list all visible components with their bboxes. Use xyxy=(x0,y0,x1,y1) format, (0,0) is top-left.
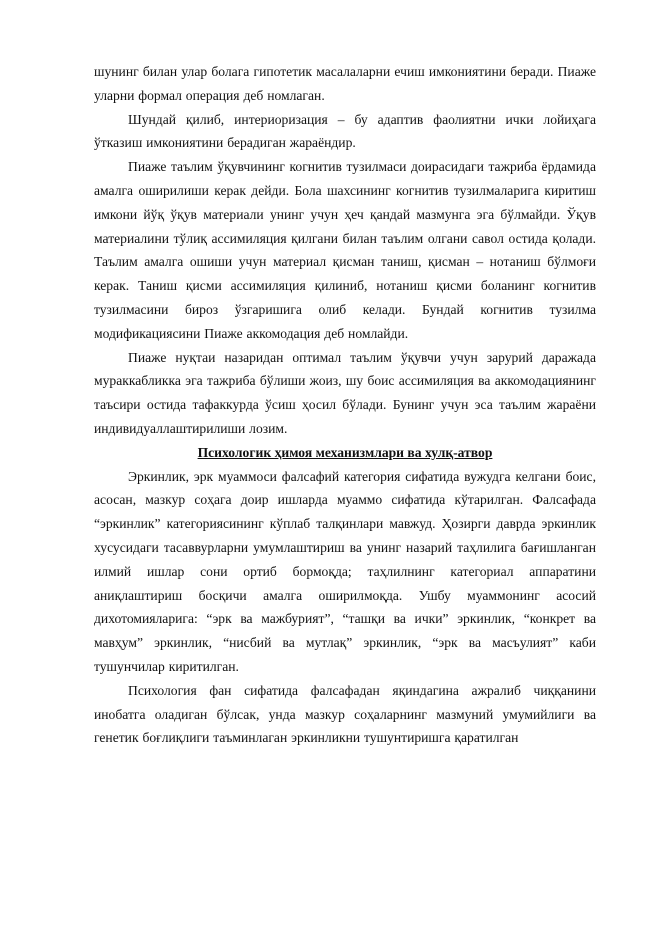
paragraph-4: Пиаже нуқтаи назаридан оптимал таълим ўқувчи учун зарурий даражада мураккабликка эга тажриба бўлиши жоиз, шу боис ассимиляция ва аккомодациянинг таъсири остида тафаккурда ўсиш ҳосил бўлади. Бунинг учун эса таълим жараёни индивидуаллаштирилиши лозим. xyxy=(94,349,596,436)
paragraph-5: Эркинлик, эрк муаммоси фалсафий категория сифатида вужудга келгани боис, асосан, мазкур соҳага доир ишларда муаммо сифатида кўтарилган. Фалсафада “эркинлик” категориясининг кўплаб талқинлари мавжуд. Ҳозирги даврда эркинлик хусусидаги тасаввурларни умумлаштириш ва унинг назарий таҳлилига бағишланган илмий ишлар сони ортиб бормоқда; таҳлилнинг категориал аппаратини аниқлаштириш босқичи амалга оширилмоқда. Ушбу муаммонинг асосий дихотомияларига: “эрк ва мажбурият”, “ташқи ва ички” эркинлик, “конкрет ва мавҳум” эркинлик, “нисбий ва мутлақ” эркинлик, “эрк ва масъулият” каби тушунчилар киритилган. xyxy=(94,468,596,674)
paragraph-2: Шундай қилиб, интериоризация – бу адаптив фаолиятни ички лойиҳага ўтказиш имкониятини берадиган жараёндир. xyxy=(94,111,596,151)
document-page xyxy=(94,60,596,750)
section-heading: Психологик ҳимоя механизмлари ва хулқ-атвор xyxy=(197,444,493,460)
paragraph-3: Пиаже таълим ўқувчининг когнитив тузилмаси доирасидаги тажриба ёрдамида амалга оширилиши керак дейди. Бола шахсининг когнитив тузилмаларига киритиш имкони йўқ ўқув материали унинг учун ҳеч қандай мазмунга эга бўлмайди. Ўқув материалини тўлиқ ассимиляция қилгани билан таълим олгани савол остида қолади. Таълим амалга ошиши учун материал қисман таниш, қисман – нотаниш бўлмоғи керак. Таниш қисми ассимиляция қилиниб, нотаниш қисми боланинг когнитив тузилмасини бироз ўзгаришига олиб келади. Бундай когнитив тузилма модификациясини Пиаже аккомодация деб номлайди. xyxy=(94,159,596,341)
paragraph-6: Психология фан сифатида фалсафадан яқиндагина ажралиб чиққанини инобатга оладиган бўлсак, унда мазкур соҳаларнинг мазмуний умумийлиги ва генетик боғлиқлиги таъминлаган эркинликни тушунтиришга қаратилган xyxy=(94,682,596,746)
paragraph-1: шунинг билан улар болага гипотетик масалаларни ечиш имкониятини беради. Пиаже уларни формал операция деб номлаган. xyxy=(94,64,596,103)
